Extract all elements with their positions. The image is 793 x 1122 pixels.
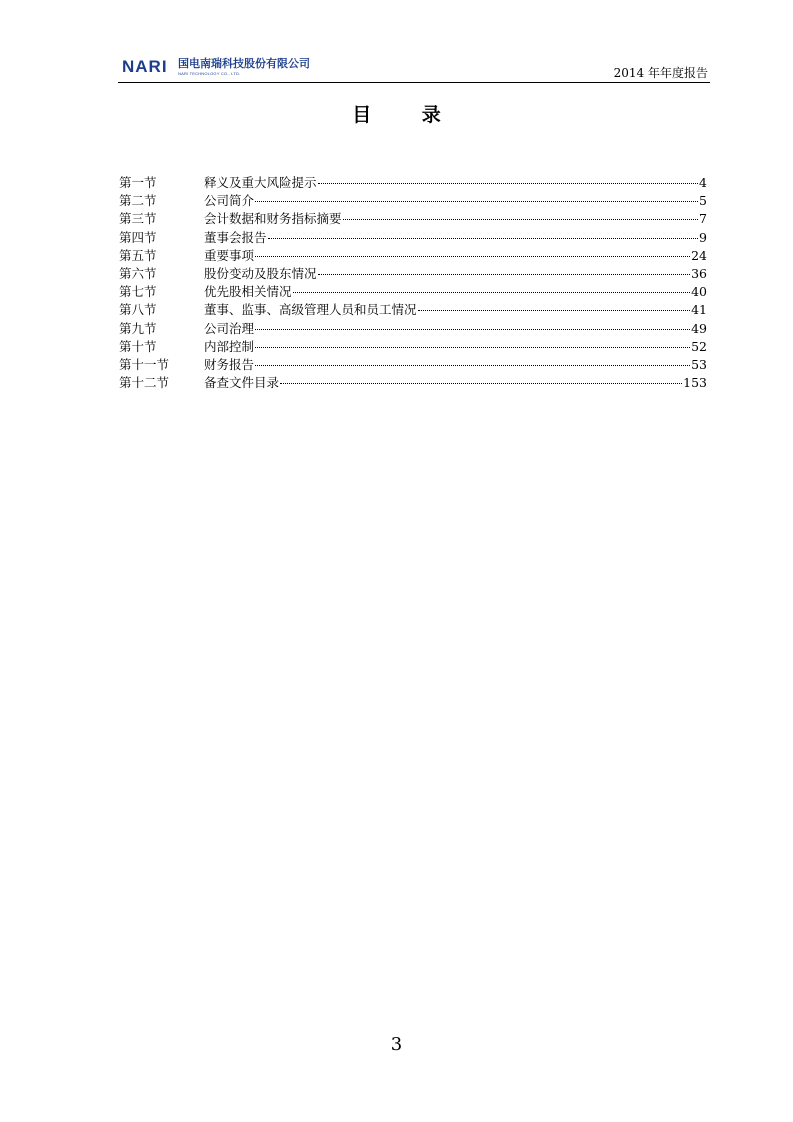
toc-dot-leader (318, 274, 691, 275)
toc-dot-leader (268, 238, 699, 239)
toc-dot-leader (255, 256, 690, 257)
toc-entry[interactable] (119, 192, 707, 210)
toc-page-number: 40 (691, 284, 707, 300)
toc-section-title: 重要事项 (204, 247, 255, 263)
toc-section-title: 内部控制 (204, 338, 255, 354)
toc-section-number: 第十一节 (119, 356, 170, 372)
toc-entry[interactable] (119, 210, 707, 228)
toc-dot-leader (255, 365, 690, 366)
toc-entry[interactable] (119, 174, 707, 192)
toc-dot-leader (293, 292, 691, 293)
page-number: 3 (390, 1034, 403, 1055)
toc-page-number: 41 (691, 302, 707, 318)
toc-section-title: 财务报告 (204, 356, 255, 372)
header-divider (118, 82, 710, 83)
toc-section-number: 第十二节 (119, 375, 170, 391)
toc-entry[interactable] (119, 265, 707, 283)
toc-dot-leader (318, 183, 699, 184)
toc-section-number: 第二节 (119, 193, 157, 209)
toc-section-title: 董事、监事、高级管理人员和员工情况 (204, 302, 417, 318)
toc-page-number: 7 (699, 211, 707, 227)
toc-page-number: 53 (691, 356, 707, 372)
toc-page-number: 24 (691, 247, 707, 263)
toc-section-number: 第四节 (119, 229, 157, 245)
toc-title: 目 录 (352, 104, 463, 126)
toc-dot-leader (343, 219, 699, 220)
toc-section-title: 会计数据和财务指标摘要 (204, 211, 342, 227)
toc-entry[interactable] (119, 301, 707, 319)
toc-dot-leader (255, 329, 690, 330)
toc-entry[interactable] (119, 247, 707, 265)
logo-mark: NARI (122, 57, 168, 76)
toc-dot-leader (255, 201, 698, 202)
toc-section-number: 第九节 (119, 320, 157, 336)
toc-section-number: 第一节 (119, 175, 157, 190)
table-of-contents (119, 174, 707, 392)
toc-entry[interactable] (119, 374, 707, 392)
toc-dot-leader (255, 347, 690, 348)
toc-section-title: 公司简介 (204, 193, 255, 209)
toc-page-number: 4 (699, 175, 707, 190)
toc-section-title: 备查文件目录 (204, 375, 280, 391)
logo-company-name: 国电南瑞科技股份有限公司 (178, 57, 310, 70)
toc-dot-leader (418, 310, 691, 311)
report-title: 2014 年年度报告 (613, 66, 708, 80)
toc-entry[interactable] (119, 356, 707, 374)
toc-section-title: 公司治理 (204, 320, 255, 336)
toc-entry[interactable] (119, 338, 707, 356)
toc-section-number: 第三节 (119, 211, 157, 227)
toc-page-number: 153 (683, 375, 707, 391)
toc-dot-leader (280, 383, 682, 384)
toc-page-number: 36 (691, 265, 707, 281)
toc-page-number: 52 (691, 338, 707, 354)
toc-section-number: 第十节 (119, 338, 157, 354)
toc-section-title: 股份变动及股东情况 (204, 265, 317, 281)
toc-section-number: 第八节 (119, 302, 157, 318)
toc-section-title: 董事会报告 (204, 229, 267, 245)
toc-entry[interactable] (119, 320, 707, 338)
toc-entry[interactable] (119, 283, 707, 301)
toc-page-number: 49 (691, 320, 707, 336)
toc-section-title: 释义及重大风险提示 (204, 175, 317, 190)
toc-page-number: 9 (699, 229, 707, 245)
toc-entry[interactable] (119, 229, 707, 247)
logo-company-name-en: NARI TECHNOLOGY CO., LTD. (178, 71, 241, 76)
toc-section-number: 第七节 (119, 284, 157, 300)
toc-section-number: 第六节 (119, 265, 157, 281)
toc-page-number: 5 (699, 193, 707, 209)
page-header (118, 55, 710, 83)
toc-section-title: 优先股相关情况 (204, 284, 292, 300)
toc-section-number: 第五节 (119, 247, 157, 263)
